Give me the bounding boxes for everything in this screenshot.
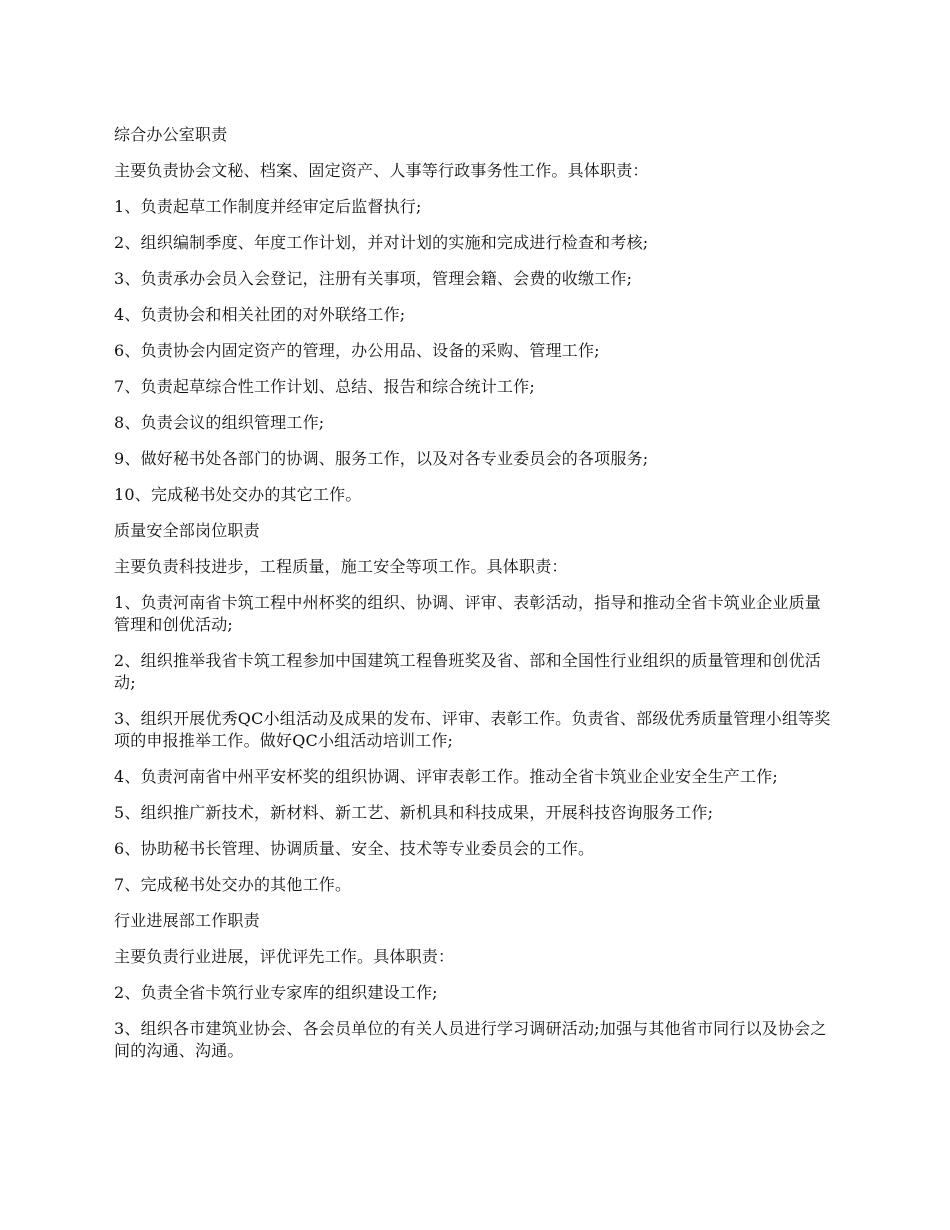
duty-item: 1、负责河南省卡筑工程中州杯奖的组织、协调、评审、表彰活动，指导和推动全省卡筑业企业质量管理和创优活动; [114, 593, 821, 634]
duty-item: 9、做好秘书处各部门的协调、服务工作，以及对各专业委员会的各项服务; [114, 449, 649, 468]
section-intro-office: 主要负责协会文秘、档案、固定资产、人事等行政事务性工作。具体职责： [114, 161, 649, 180]
duty-item: 4、负责河南省中州平安杯奖的组织协调、评审表彰工作。推动全省卡筑业企业安全生产工作; [114, 767, 778, 786]
section-title-office: 综合办公室职责 [114, 125, 228, 144]
duty-item: 6、协助秘书长管理、协调质量、安全、技术等专业委员会的工作。 [114, 839, 595, 858]
document-body [114, 124, 836, 1076]
duty-item: 8、负责会议的组织管理工作; [114, 413, 325, 432]
duty-item: 10、完成秘书处交办的其它工作。 [114, 485, 362, 504]
duty-item: 2、组织推举我省卡筑工程参加中国建筑工程鲁班奖及省、部和全国性行业组织的质量管理和创优活动; [114, 651, 821, 692]
duty-item: 5、组织推广新技术，新材料、新工艺、新机具和科技成果，开展科技咨询服务工作; [114, 803, 714, 822]
section-title-industry: 行业进展部工作职责 [114, 911, 260, 930]
duty-item: 6、负责协会内固定资产的管理，办公用品、设备的采购、管理工作; [114, 341, 600, 360]
section-intro-quality-safety: 主要负责科技进步，工程质量，施工安全等项工作。具体职责： [114, 557, 568, 576]
duty-item: 3、组织各市建筑业协会、各会员单位的有关人员进行学习调研活动;加强与其他省市同行以及协会之间的沟通、沟通。 [114, 1019, 827, 1060]
duty-item: 2、负责全省卡筑行业专家库的组织建设工作; [114, 983, 438, 1002]
section-title-quality-safety: 质量安全部岗位职责 [114, 521, 260, 540]
section-intro-industry: 主要负责行业进展，评优评先工作。具体职责： [114, 947, 455, 966]
duty-item: 3、负责承办会员入会登记，注册有关事项，管理会籍、会费的收缴工作; [114, 269, 633, 288]
duty-item: 7、完成秘书处交办的其他工作。 [114, 875, 352, 894]
duty-item: 1、负责起草工作制度并经审定后监督执行; [114, 197, 422, 216]
duty-item: 7、负责起草综合性工作计划、总结、报告和综合统计工作; [114, 377, 535, 396]
duty-item: 4、负责协会和相关社团的对外联络工作; [114, 305, 406, 324]
duty-item: 3、组织开展优秀QC小组活动及成果的发布、评审、表彰工作。负责省、部级优秀质量管理小组等奖项的申报推举工作。做好QC小组活动培训工作; [114, 709, 831, 750]
duty-item: 2、组织编制季度、年度工作计划，并对计划的实施和完成进行检查和考核; [114, 233, 649, 252]
